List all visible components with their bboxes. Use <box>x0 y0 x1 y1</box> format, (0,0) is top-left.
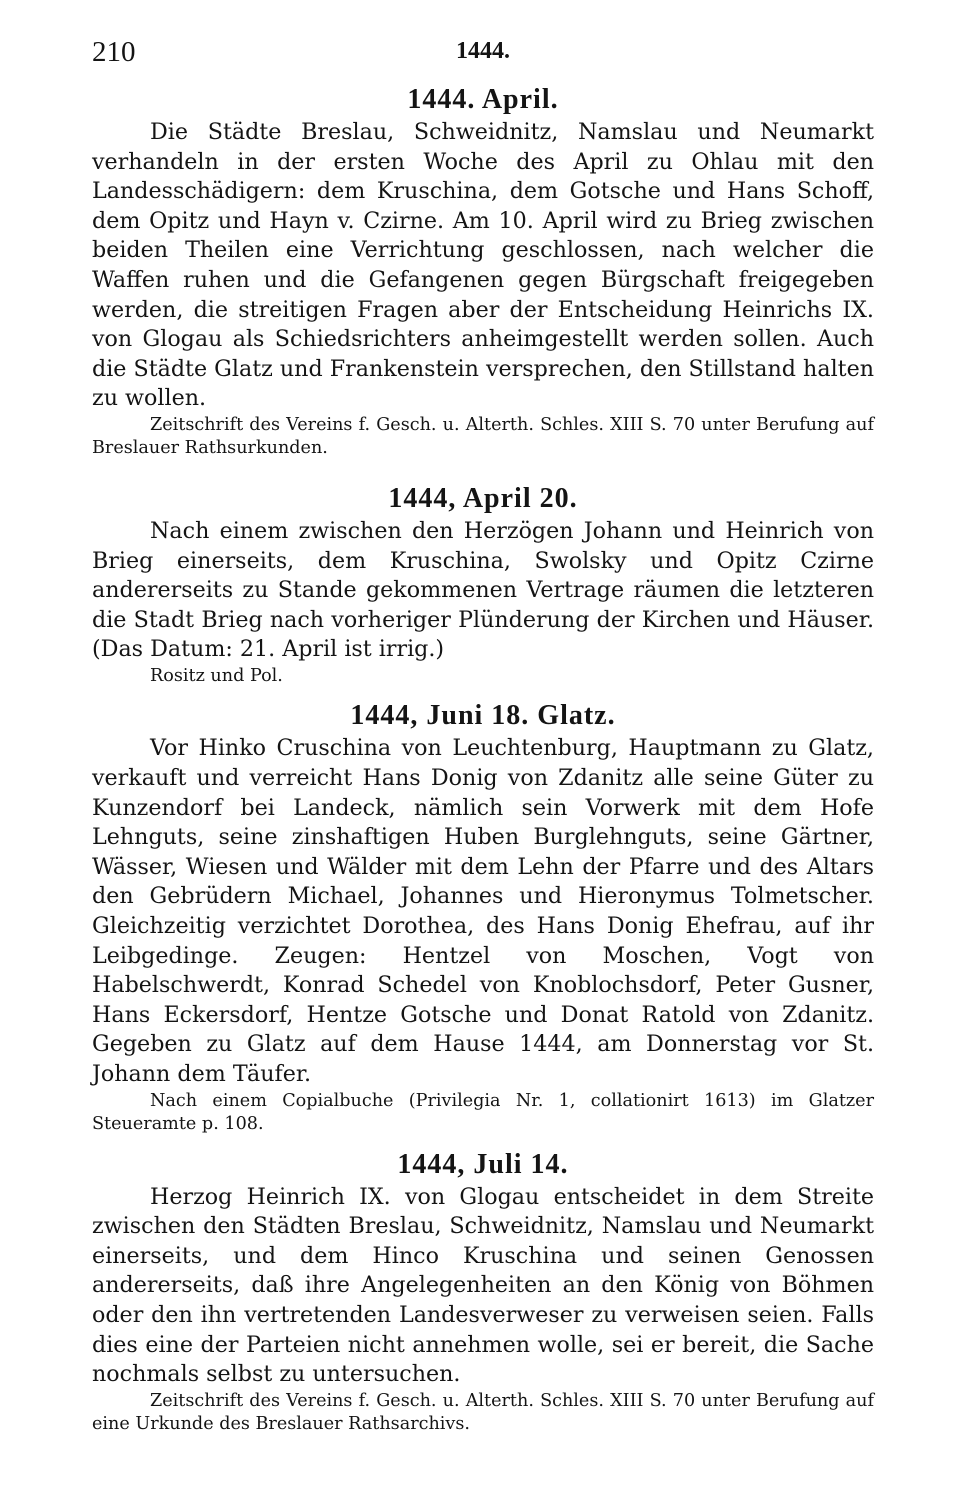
entry-source: Zeitschrift des Vereins f. Gesch. u. Alterth. Schles. XIII S. 70 unter Berufung auf Breslauer Rathsurkunden. <box>92 414 874 459</box>
entry-heading: 1444, April 20. <box>388 482 578 514</box>
entry-body: Vor Hinko Cruschina von Leuchtenburg, Hauptmann zu Glatz, verkauft und verreicht Hans Donig von Zdanitz alle seine Güter zu Kunzendorf bei Landeck, nämlich sein Vorwerk mit dem Hofe Lehnguts, seine zinshaftigen Huben Burglehnguts, seine Gärtner, Wässer, Wiesen und Wälder mit dem Lehn der Pfarre und des Altars den Gebrüdern Michael, Johannes und Hieronymus Tolmetscher. Gleichzeitig verzichtet Dorothea, des Hans Donig Ehefrau, auf ihr Leibgedinge. Zeugen: Hentzel von Moschen, Vogt von Habelschwerdt, Konrad Schedel von Knoblochsdorf, Peter Gusner, Hans Eckersdorf, Hentze Gotsche und Donat Ratold von Zdanitz. Gegeben zu Glatz auf dem Hause 1444, am Donnerstag vor St. Johann dem Täufer. <box>92 735 874 1087</box>
entry-1444-juni-18 <box>92 698 874 1136</box>
entry-source: Zeitschrift des Vereins f. Gesch. u. Alterth. Schles. XIII S. 70 unter Berufung auf eine Urkunde des Breslauer Rathsarchivs. <box>92 1390 874 1435</box>
entry-source: Rositz und Pol. <box>150 665 283 686</box>
document-page <box>92 30 874 1437</box>
entry-heading: 1444, Juli 14. <box>397 1148 569 1180</box>
spacer <box>92 461 874 481</box>
page-number: 210 <box>92 36 136 68</box>
running-head <box>92 30 874 82</box>
entry-source: Nach einem Copialbuche (Privilegia Nr. 1, collationirt 1613) im Glatzer Steueramte p. 108. <box>92 1090 874 1135</box>
entry-1444-april <box>92 82 874 461</box>
entry-1444-april-20 <box>92 481 874 688</box>
entry-1444-juli-14 <box>92 1147 874 1437</box>
entry-body: Die Städte Breslau, Schweidnitz, Namslau und Neumarkt verhandeln in der ersten Woche des April zu Ohlau mit den Landesschädigern: dem Kruschina, dem Gotsche und Hans Schoff, dem Opitz und Hayn v. Czirne. Am 10. April wird zu Brieg zwischen beiden Theilen eine Verrichtung geschlossen, nach welcher die Waffen ruhen und die Gefangenen gegen Bürgschaft freigegeben werden, die streitigen Fragen aber der Entscheidung Heinrichs IX. von Glogau als Schiedsrichters anheimgestellt werden sollen. Auch die Städte Glatz und Frankenstein versprechen, den Stillstand halten zu wollen. <box>92 119 874 412</box>
spacer <box>92 1137 874 1147</box>
entry-body: Herzog Heinrich IX. von Glogau entscheidet in dem Streite zwischen den Städten Breslau, Schweidnitz, Namslau und Neumarkt einerseits, und dem Hinco Kruschina und seinen Genossen andererseits, daß ihre Angelegenheiten an den König von Böhmen oder den ihn vertretenden Landesverweser zu verweisen seien. Falls dies eine der Parteien nicht annehmen wolle, sei er bereit, die Sache nochmals selbst zu untersuchen. <box>92 1183 874 1388</box>
entry-body: Nach einem zwischen den Herzögen Johann und Heinrich von Brieg einerseits, dem Kruschina, Swolsky und Opitz Czirne andererseits zu Stande gekommenen Vertrage räumen die letzteren die Stadt Brieg nach vorheriger Plünderung der Kirchen und Häuser. (Das Datum: 21. April ist irrig.) <box>92 517 874 663</box>
entry-heading: 1444, Juni 18. Glatz. <box>350 700 616 732</box>
spacer <box>92 688 874 698</box>
running-title: 1444. <box>456 38 510 64</box>
entry-heading: 1444. April. <box>407 84 559 115</box>
